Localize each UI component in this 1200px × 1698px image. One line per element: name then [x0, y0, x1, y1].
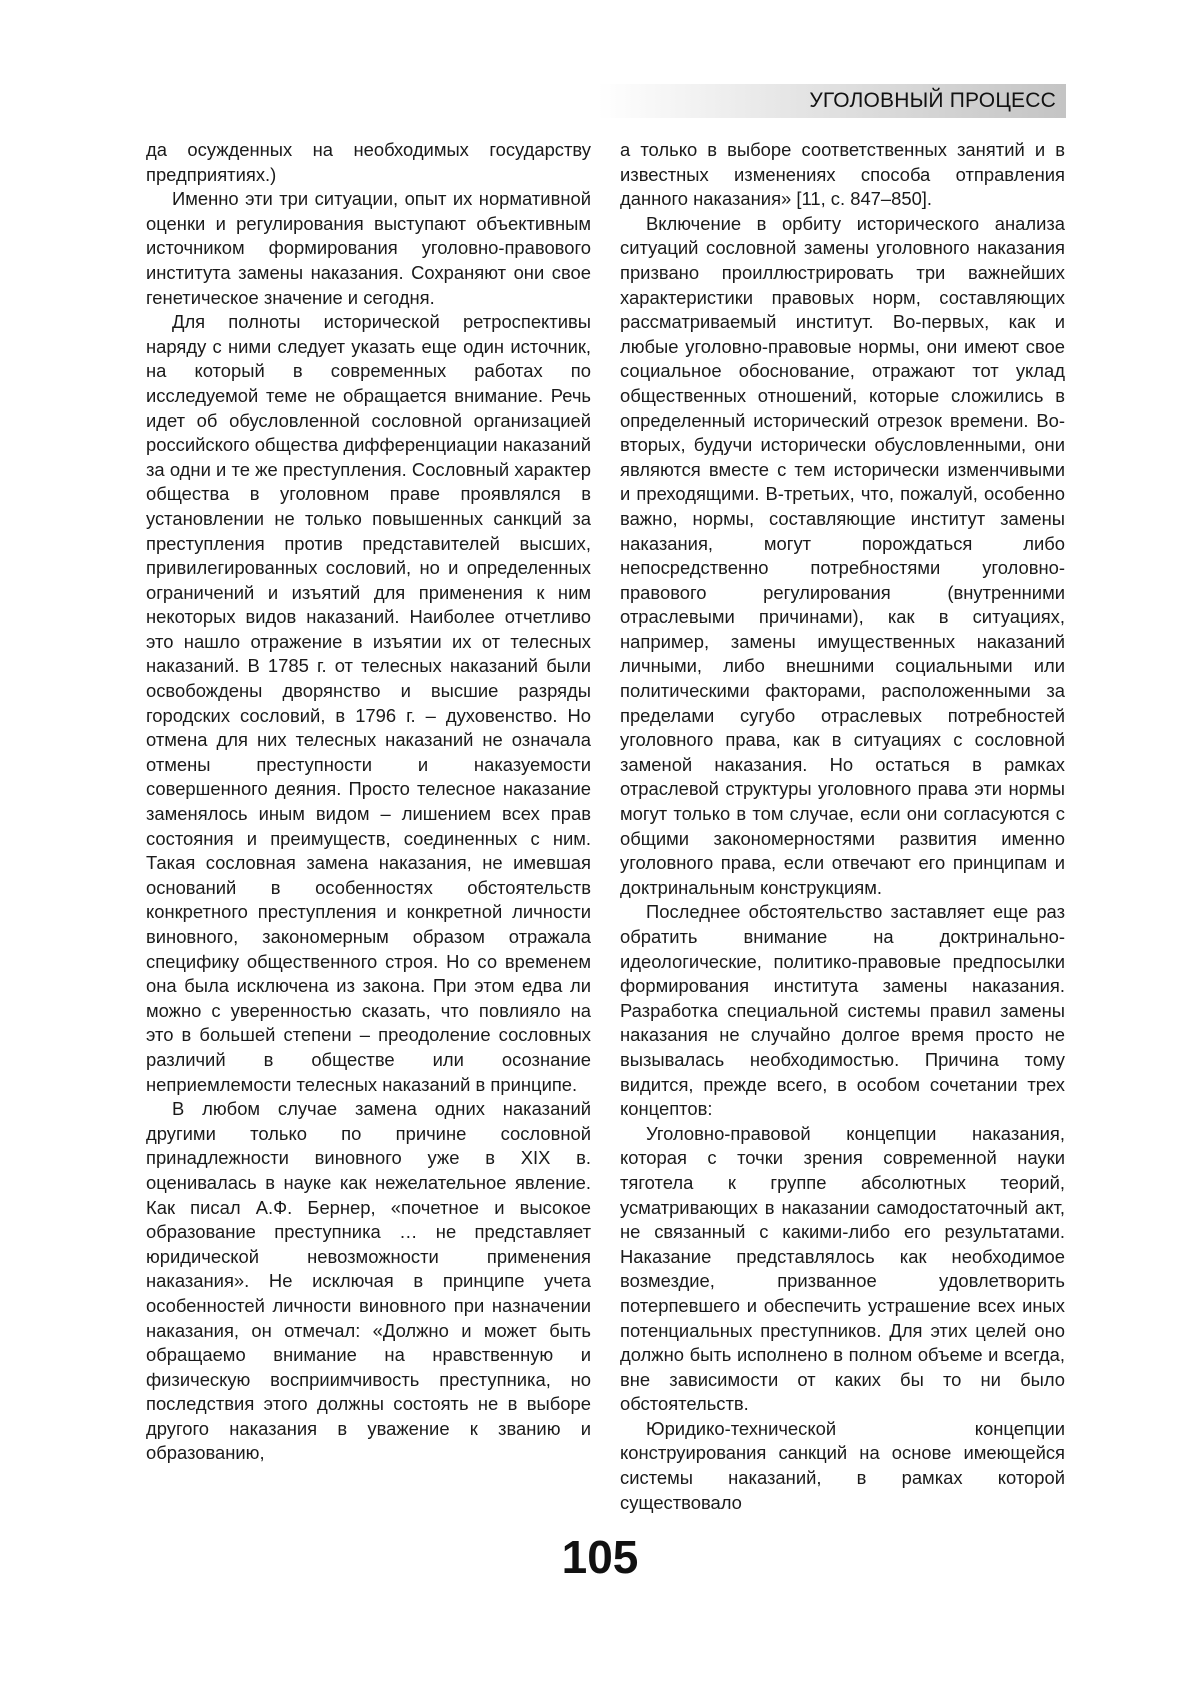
- paragraph: Для полноты исторической ретроспективы наряду с ними следует указать еще один источник, на который в современных работах по исследуемой теме не обращается внимание. Речь идет об обусловленной сословной организацией российского общества дифференциации наказаний за одни и те же преступления. Сословный характер общества в уголовном праве проявлялся в установлении не только повышенных санкций за преступления против представителей высших, привилегированных сословий, но и определенных ограничений и изъятий для применения к ним некоторых видов наказаний. Наиболее отчетливо это нашло отражение в изъятии их от телесных наказаний. В 1785 г. от телесных наказаний были освобождены дворянство и высшие разряды городских сословий, в 1796 г. – духовенство. Но отмена для них телесных наказаний не означала отмены преступности и наказуемости совершенного деяния. Просто телесное наказание заменялось иным видом – лишением всех прав состояния и преимуществ, соединенных с ним. Такая сословная замена наказания, не имевшая оснований в особенностях обстоятельств конкретного преступления и конкретной личности виновного, закономерным образом отражала специфику общественного строя. Но со временем она была исключена из закона. При этом едва ли можно с уверенностью сказать, что повлияло на это в большей степени – преодоление сословных различий в обществе или осознание неприемлемости телесных наказаний в принципе.: [146, 311, 591, 1095]
- paragraph: Юридико-технической концепции конструирования санкций на основе имеющейся системы наказаний, в рамках которой существовало: [620, 1417, 1065, 1513]
- paragraph: Уголовно-правовой концепции наказания, которая с точки зрения современной науки тяготела к группе абсолютных теорий, усматривающих в наказании самодостаточный акт, не связанный с какими-либо его результатами. Наказание представлялось как необходимое возмездие, призванное удовлетворить потерпевшего и обеспечить устрашение всех иных потенциальных преступников. Для этих целей оно должно быть исполнено в полном объеме и всегда, вне зависимости от каких бы то ни было обстоятельств.: [620, 1122, 1065, 1415]
- paragraph: а только в выборе соответственных занятий и в известных изменениях способа отправления данного наказания» [11, с. 847–850].: [620, 139, 1065, 210]
- paragraph: В любом случае замена одних наказаний другими только по причине сословной принадлежности виновного уже в XIX в. оценивалась в науке как нежелательное явление. Как писал А.Ф. Бернер, «почетное и высокое образование преступника … не представляет юридической невозможности применения наказания». Не исключая в принципе учета особенностей личности виновного при назначении наказания, он отмечал: «Должно и может быть обращаемо внимание на нравственную и физическую восприимчивость преступника, но последствия этого должны состоять не в выборе другого наказания в уважение к званию и образованию,: [146, 1098, 591, 1464]
- section-title: УГОЛОВНЫЙ ПРОЦЕСС: [809, 89, 1056, 112]
- paragraph: да осужденных на необходимых государству предприятиях.): [146, 139, 591, 185]
- section-header-bar: [598, 84, 1066, 118]
- right-text-column: [620, 138, 1065, 1515]
- paragraph: Включение в орбиту исторического анализа ситуаций сословной замены уголовного наказания призвано проиллюстрировать три важнейших характеристики правовых норм, составляющих рассматриваемый институт. Во-первых, как и любые уголовно-правовые нормы, они имеют свое социальное обоснование, отражают тот уклад общественных отношений, которые сложились в определенный исторический отрезок времени. Во-вторых, будучи исторически обусловленными, они являются вместе с тем исторически изменчивыми и преходящими. В-третьих, что, пожалуй, особенно важно, нормы, составляющие институт замены наказания, могут порождаться либо непосредственно потребностями уголовно-правового регулирования (внутренними отраслевыми причинами), как в ситуациях, например, замены имущественных наказаний личными, либо внешними социальными или политическими факторами, расположенными за пределами сугубо отраслевых потребностей уголовного права, как в ситуациях с сословной заменой наказания. Но остаться в рамках отраслевой структуры уголовного права эти нормы могут только в том случае, если они согласуются с общими закономерностями развития именно уголовного права, если отвечают его принципам и доктринальным конструкциям.: [620, 212, 1065, 898]
- page-number: 105: [561, 1531, 639, 1583]
- paragraph: Именно эти три ситуации, опыт их нормативной оценки и регулирования выступают объективным источником формирования уголовно-правового института замены наказания. Сохраняют они свое генетическое значение и сегодня.: [146, 188, 591, 308]
- paragraph: Последнее обстоятельство заставляет еще раз обратить внимание на доктринально-идеологические, политико-правовые предпосылки формирования института замены наказания. Разработка специальной системы правил замены наказания не случайно долгое время просто не вызывалась необходимостью. Причина тому видится, прежде всего, в особом сочетании трех концептов:: [620, 901, 1065, 1120]
- left-text-column: [146, 138, 591, 1466]
